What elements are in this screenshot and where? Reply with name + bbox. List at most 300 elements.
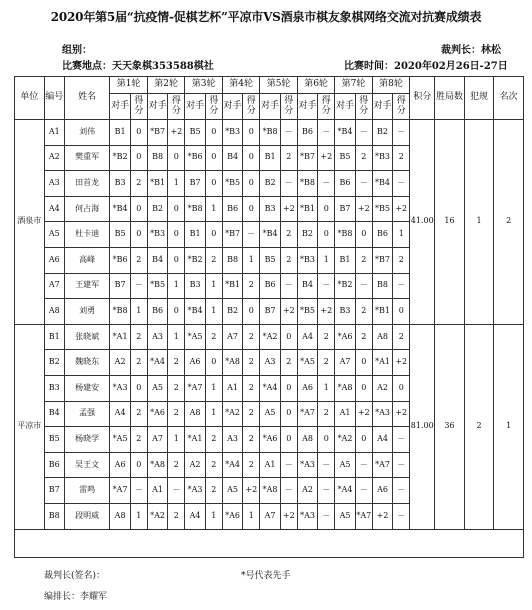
score-cell: 0	[130, 375, 147, 401]
opponent-cell: *B8	[110, 299, 130, 325]
score-cell: －	[355, 120, 372, 146]
opponent-cell: B5	[110, 222, 130, 248]
opponent-cell: *A6	[260, 427, 280, 453]
opponent-cell: B5	[335, 145, 355, 171]
opponent-cell: B1	[335, 247, 355, 273]
col-score: 得分	[318, 94, 335, 120]
opponent-cell: *A2	[260, 324, 280, 350]
score-cell: 2	[205, 452, 222, 478]
score-cell: 2	[318, 324, 335, 350]
score-cell: 1	[168, 273, 185, 299]
player-name: 何占海	[64, 196, 109, 222]
col-round: 第4轮	[222, 77, 259, 94]
col-fouls: 犯规	[464, 77, 494, 120]
opponent-cell: A5	[147, 375, 167, 401]
opponent-cell: A6	[372, 478, 392, 504]
player-name: 孟强	[64, 401, 109, 427]
score-cell: +2	[318, 145, 335, 171]
opponent-cell: A5	[335, 452, 355, 478]
score-cell: 0	[130, 452, 147, 478]
score-cell: 0	[280, 401, 297, 427]
score-cell: 0	[130, 196, 147, 222]
opponent-cell: A3	[147, 324, 167, 350]
score-cell: 0	[280, 324, 297, 350]
opponent-cell: B2	[222, 299, 242, 325]
opponent-cell: *B4	[260, 222, 280, 248]
opponent-cell: *A6	[222, 503, 242, 529]
col-score: 得分	[130, 94, 147, 120]
score-cell: *A7	[355, 503, 372, 529]
col-opponent: 对手	[260, 94, 280, 120]
score-cell: 1	[243, 503, 260, 529]
opponent-cell: *A8	[147, 452, 167, 478]
opponent-cell: A3	[222, 427, 242, 453]
player-number: B5	[44, 427, 64, 453]
opponent-cell: *A4	[147, 350, 167, 376]
col-opponent: 对手	[372, 94, 392, 120]
score-cell: +2	[280, 196, 297, 222]
opponent-cell: *B2	[185, 247, 205, 273]
score-cell: 0	[393, 299, 410, 325]
opponent-cell: A3	[260, 350, 280, 376]
score-cell: 2	[355, 324, 372, 350]
player-number: A3	[44, 171, 64, 197]
results-table	[14, 76, 524, 558]
score-cell: 2	[243, 324, 260, 350]
opponent-cell: *B8	[335, 222, 355, 248]
col-number: 编号	[44, 77, 64, 120]
score-cell: 0	[130, 222, 147, 248]
opponent-cell: B6	[372, 222, 392, 248]
opponent-cell: B2	[147, 196, 167, 222]
venue: 比赛地点：天天象棋353588棋社	[62, 61, 214, 72]
player-name: 刘伟	[64, 120, 109, 146]
score-cell: 1	[205, 401, 222, 427]
score-cell: 2	[318, 350, 335, 376]
col-score: 得分	[168, 94, 185, 120]
score-cell: －	[280, 120, 297, 146]
opponent-cell: B8	[147, 145, 167, 171]
opponent-cell: B7	[335, 196, 355, 222]
score-cell: 2	[243, 401, 260, 427]
score-cell: －	[318, 120, 335, 146]
score-cell: 0	[168, 196, 185, 222]
opponent-cell: B5	[260, 247, 280, 273]
col-opponent: 对手	[335, 94, 355, 120]
opponent-cell: A1	[222, 375, 242, 401]
opponent-cell: B4	[147, 247, 167, 273]
score-cell: 0	[243, 171, 260, 197]
opponent-cell: A8	[110, 503, 130, 529]
score-cell: －	[130, 273, 147, 299]
score-cell: +2	[243, 478, 260, 504]
score-cell: 2	[168, 452, 185, 478]
score-cell: +2	[393, 401, 410, 427]
player-name: 田首龙	[64, 171, 109, 197]
player-name: 张晓斌	[64, 324, 109, 350]
col-score: 得分	[280, 94, 297, 120]
opponent-cell: B6	[260, 273, 280, 299]
score-cell: 2	[130, 247, 147, 273]
opponent-cell: *B3	[147, 222, 167, 248]
opponent-cell: A7	[335, 350, 355, 376]
col-points: 积分	[410, 77, 435, 120]
score-cell: 2	[243, 427, 260, 453]
col-round: 第6轮	[297, 77, 334, 94]
opponent-cell: B8	[372, 273, 392, 299]
opponent-cell: A4	[372, 427, 392, 453]
col-round: 第8轮	[372, 77, 409, 94]
player-name: 杨建安	[64, 375, 109, 401]
col-round: 第7轮	[335, 77, 372, 94]
opponent-cell: *B8	[260, 120, 280, 146]
score-cell: 0	[280, 375, 297, 401]
player-number: A2	[44, 145, 64, 171]
opponent-cell: A1	[335, 401, 355, 427]
player-number: B6	[44, 452, 64, 478]
opponent-cell: A2	[110, 350, 130, 376]
score-cell: 2	[205, 427, 222, 453]
opponent-cell: *A5	[297, 350, 317, 376]
score-cell: 2	[280, 247, 297, 273]
opponent-cell: *A4	[260, 375, 280, 401]
score-cell: 2	[205, 478, 222, 504]
player-name: 吴王文	[64, 452, 109, 478]
opponent-cell: *A7	[110, 478, 130, 504]
score-cell: 0	[355, 375, 372, 401]
player-number: B8	[44, 503, 64, 529]
editor: 编排长：李耀军	[44, 592, 108, 602]
score-cell: 2	[168, 401, 185, 427]
score-cell: 2	[393, 145, 410, 171]
player-name: 樊重军	[64, 145, 109, 171]
score-cell: 0	[205, 145, 222, 171]
score-cell: 2	[318, 401, 335, 427]
player-number: A4	[44, 196, 64, 222]
score-cell: －	[355, 273, 372, 299]
table-row	[15, 120, 524, 146]
col-opponent: 对手	[222, 94, 242, 120]
match-dates: 比赛时间：2020年02月26日-27日	[344, 61, 508, 72]
opponent-cell: B7	[110, 273, 130, 299]
col-round: 第2轮	[147, 77, 184, 94]
opponent-cell: B6	[297, 120, 317, 146]
col-rank: 名次	[494, 77, 524, 120]
score-cell: －	[280, 452, 297, 478]
score-cell: －	[393, 273, 410, 299]
opponent-cell: *B5	[297, 299, 317, 325]
score-cell: 0	[355, 427, 372, 453]
player-number: A7	[44, 273, 64, 299]
col-round: 第3轮	[185, 77, 222, 94]
player-name: 刘勇	[64, 299, 109, 325]
player-number: B4	[44, 401, 64, 427]
opponent-cell: A6	[110, 452, 130, 478]
col-opponent: 对手	[297, 94, 317, 120]
opponent-cell: *B7	[147, 120, 167, 146]
score-cell: 1	[168, 171, 185, 197]
opponent-cell: *B3	[297, 247, 317, 273]
opponent-cell: *A3	[372, 401, 392, 427]
player-number: B1	[44, 324, 64, 350]
opponent-cell: A6	[297, 375, 317, 401]
col-opponent: 对手	[110, 94, 130, 120]
player-number: B7	[44, 478, 64, 504]
opponent-cell: *A2	[147, 503, 167, 529]
rank-cell: 1	[494, 324, 524, 529]
col-name: 姓名	[64, 77, 109, 120]
opponent-cell: *A3	[110, 375, 130, 401]
opponent-cell: A7	[260, 503, 280, 529]
score-cell: 2	[168, 375, 185, 401]
opponent-cell: A8	[185, 401, 205, 427]
opponent-cell: *B5	[222, 171, 242, 197]
score-cell: 1	[318, 247, 335, 273]
opponent-cell: A6	[185, 350, 205, 376]
score-cell: 2	[130, 324, 147, 350]
score-cell: 2	[355, 145, 372, 171]
opponent-cell: *A8	[260, 478, 280, 504]
opponent-cell: *B4	[110, 196, 130, 222]
score-cell: －	[355, 452, 372, 478]
opponent-cell: *B6	[185, 145, 205, 171]
score-cell: 0	[243, 196, 260, 222]
opponent-cell: *A5	[110, 427, 130, 453]
opponent-cell: *A3	[185, 478, 205, 504]
score-cell: 2	[393, 247, 410, 273]
opponent-cell: A2	[185, 452, 205, 478]
opponent-cell: B1	[185, 222, 205, 248]
player-name: 杜卡迪	[64, 222, 109, 248]
score-cell: 0	[355, 350, 372, 376]
opponent-cell: B1	[260, 145, 280, 171]
wins-cell: 16	[435, 120, 465, 325]
group-label: 组别：	[62, 45, 92, 56]
opponent-cell: A5	[222, 478, 242, 504]
score-cell: 1	[318, 375, 335, 401]
opponent-cell: B2	[372, 120, 392, 146]
page-title: 2020年第5届“抗疫情-促棋艺杯”平凉市VS酒泉市棋友象棋网络交流对抗赛成绩表	[50, 10, 482, 24]
table-row	[15, 324, 524, 350]
score-cell: 1	[205, 196, 222, 222]
opponent-cell: *B4	[335, 120, 355, 146]
opponent-cell: *A1	[185, 427, 205, 453]
score-cell: 0	[205, 350, 222, 376]
score-cell: 2	[130, 401, 147, 427]
opponent-cell: *A8	[335, 375, 355, 401]
score-cell: 0	[168, 222, 185, 248]
score-cell: 0	[243, 120, 260, 146]
opponent-cell: *B1	[297, 196, 317, 222]
score-cell: 2	[130, 350, 147, 376]
score-cell: +2	[168, 120, 185, 146]
score-cell: －	[318, 503, 335, 529]
opponent-cell: *B5	[147, 273, 167, 299]
score-cell: 0	[318, 427, 335, 453]
unit-cell: 平凉市	[15, 324, 45, 529]
opponent-cell: B3	[110, 171, 130, 197]
score-cell: +2	[393, 350, 410, 376]
score-cell: 2	[243, 375, 260, 401]
opponent-cell: B2	[260, 171, 280, 197]
score-cell: 2	[130, 427, 147, 453]
col-score: 得分	[205, 94, 222, 120]
opponent-cell: *A1	[110, 324, 130, 350]
score-cell: 0	[130, 120, 147, 146]
opponent-cell: *A3	[297, 503, 317, 529]
referee-signature: 裁判长(签名)：	[44, 571, 106, 581]
score-cell: －	[318, 478, 335, 504]
opponent-cell: B6	[147, 299, 167, 325]
col-score: 得分	[243, 94, 260, 120]
opponent-cell: A7	[147, 427, 167, 453]
opponent-cell: *B7	[372, 247, 392, 273]
blank-row	[15, 529, 524, 557]
score-cell: 0	[318, 196, 335, 222]
opponent-cell: B3	[335, 299, 355, 325]
score-cell: －	[280, 273, 297, 299]
opponent-cell: A2	[297, 478, 317, 504]
opponent-cell: *A3	[297, 452, 317, 478]
score-cell: －	[130, 478, 147, 504]
score-cell: 0	[168, 145, 185, 171]
opponent-cell: A5	[335, 503, 355, 529]
score-cell: +2	[355, 196, 372, 222]
opponent-cell: *A6	[335, 324, 355, 350]
score-cell: 0	[130, 145, 147, 171]
opponent-cell: B1	[110, 120, 130, 146]
col-round: 第1轮	[110, 77, 147, 94]
player-number: B2	[44, 350, 64, 376]
opponent-cell: A4	[297, 324, 317, 350]
score-cell: +2	[280, 299, 297, 325]
fouls-cell: 2	[464, 324, 494, 529]
score-cell: 1	[205, 273, 222, 299]
opponent-cell: *B8	[185, 196, 205, 222]
col-opponent: 对手	[147, 94, 167, 120]
col-score: 得分	[393, 94, 410, 120]
opponent-cell: *B3	[222, 120, 242, 146]
score-cell: 0	[205, 120, 222, 146]
score-cell: 0	[168, 247, 185, 273]
score-cell: 2	[355, 299, 372, 325]
score-cell: －	[393, 427, 410, 453]
score-cell: －	[393, 171, 410, 197]
opponent-cell: *B2	[335, 273, 355, 299]
score-cell: 0	[393, 375, 410, 401]
opponent-cell: B6	[335, 171, 355, 197]
score-cell: +2	[280, 503, 297, 529]
col-opponent: 对手	[185, 94, 205, 120]
opponent-cell: A8	[372, 324, 392, 350]
score-cell: －	[280, 171, 297, 197]
chief-referee: 裁判长：林松	[441, 45, 501, 56]
score-cell: 2	[355, 247, 372, 273]
score-cell: 0	[355, 222, 372, 248]
score-cell: 0	[205, 222, 222, 248]
score-cell: 2	[280, 222, 297, 248]
score-cell: 2	[243, 273, 260, 299]
player-number: A6	[44, 247, 64, 273]
opponent-cell: *A8	[222, 350, 242, 376]
fouls-cell: 1	[464, 120, 494, 325]
player-number: A8	[44, 299, 64, 325]
col-unit: 单位	[15, 77, 45, 120]
score-cell: －	[355, 478, 372, 504]
score-cell: +2	[355, 401, 372, 427]
opponent-cell: B7	[185, 171, 205, 197]
opponent-cell: A4	[185, 503, 205, 529]
player-name: 王建军	[64, 273, 109, 299]
opponent-cell: A1	[147, 478, 167, 504]
opponent-cell: B4	[222, 145, 242, 171]
opponent-cell: *B1	[372, 299, 392, 325]
score-cell: 0	[280, 427, 297, 453]
score-cell: －	[318, 171, 335, 197]
player-number: B3	[44, 375, 64, 401]
wins-cell: 36	[435, 324, 465, 529]
score-cell: 2	[168, 350, 185, 376]
opponent-cell: A7	[222, 324, 242, 350]
score-cell: －	[318, 452, 335, 478]
opponent-cell: *B7	[222, 222, 242, 248]
player-name: 高峰	[64, 247, 109, 273]
score-cell: 2	[205, 324, 222, 350]
opponent-cell: *B4	[372, 171, 392, 197]
score-cell: 2	[243, 452, 260, 478]
opponent-cell: *A4	[335, 478, 355, 504]
opponent-cell: A2	[372, 375, 392, 401]
opponent-cell: B3	[185, 273, 205, 299]
opponent-cell: *B1	[222, 273, 242, 299]
opponent-cell: A4	[110, 401, 130, 427]
score-cell: －	[393, 478, 410, 504]
points-cell: 81.00	[410, 324, 435, 529]
opponent-cell: *B2	[110, 145, 130, 171]
score-cell: 2	[168, 503, 185, 529]
opponent-cell: *B5	[372, 196, 392, 222]
opponent-cell: +2	[372, 503, 392, 529]
opponent-cell: B5	[185, 120, 205, 146]
score-cell: 2	[205, 247, 222, 273]
score-cell: －	[280, 478, 297, 504]
score-cell: 2	[280, 145, 297, 171]
score-cell: 1	[168, 427, 185, 453]
opponent-cell: *B1	[147, 171, 167, 197]
score-cell: －	[393, 503, 410, 529]
score-cell: 0	[318, 222, 335, 248]
opponent-cell: A1	[260, 452, 280, 478]
player-name: 魏晓东	[64, 350, 109, 376]
score-cell: 1	[205, 375, 222, 401]
opponent-cell: B2	[297, 222, 317, 248]
opponent-cell: *A5	[185, 324, 205, 350]
player-number: A1	[44, 120, 64, 146]
score-cell: 2	[243, 350, 260, 376]
score-cell: －	[355, 171, 372, 197]
score-cell: 0	[243, 299, 260, 325]
score-cell: 1	[168, 324, 185, 350]
col-round: 第5轮	[260, 77, 297, 94]
opponent-cell: A8	[297, 427, 317, 453]
score-cell: －	[393, 120, 410, 146]
rank-cell: 2	[494, 120, 524, 325]
score-cell: 1	[393, 222, 410, 248]
score-cell: 1	[205, 503, 222, 529]
opponent-cell: *A2	[335, 427, 355, 453]
score-cell: 0	[243, 145, 260, 171]
score-cell: 0	[168, 299, 185, 325]
